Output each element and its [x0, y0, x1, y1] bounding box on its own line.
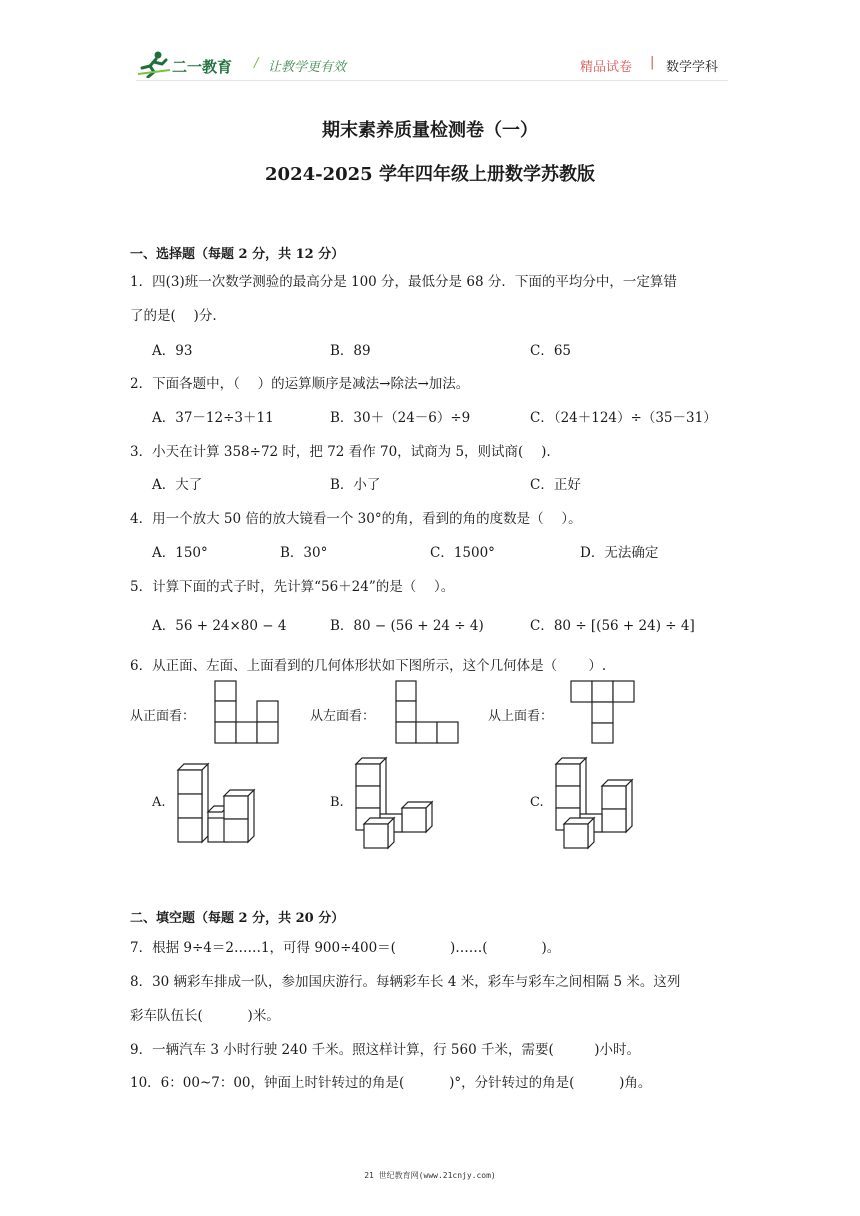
tag-subject: 数学学科	[666, 60, 719, 75]
q5-option-a-expr: 56 + 24×80 − 4	[175, 618, 287, 634]
q3-option-a[interactable]: A．大了	[152, 477, 203, 493]
q4-option-b[interactable]: B．30°	[280, 545, 328, 561]
view-left-label: 从左面看：	[310, 709, 376, 724]
q9-text: 9．一辆汽车 3 小时行驶 240 千米。照这样计算，行 560 千米，需要( )小时。	[130, 1042, 640, 1058]
q1-option-c[interactable]: C．65	[530, 343, 572, 359]
front-view-diagram	[214, 680, 280, 744]
q5-option-c-expr: 80 ÷ [(56 + 24) ÷ 4]	[553, 618, 695, 634]
q1-line2: 了的是( )分.	[130, 308, 217, 324]
q2-text: 2．下面各题中，（ ）的运算顺序是减法→除法→加法。	[130, 376, 470, 392]
q2-option-a[interactable]: A．37－12÷3＋11	[152, 410, 274, 426]
q5-option-a-label: A．	[152, 618, 176, 634]
header-rule	[136, 80, 728, 81]
q6-option-a-solid[interactable]	[172, 760, 264, 850]
slogan-slash: /	[254, 56, 259, 71]
view-top-label: 从上面看：	[488, 709, 554, 724]
q5-option-c[interactable]	[530, 614, 695, 634]
q8-line1: 8．30 辆彩车排成一队，参加国庆游行。每辆彩车长 4 米，彩车与彩车之间相隔 5 米。这列	[130, 974, 681, 990]
logo-text: 二一教育	[172, 58, 233, 76]
q5-option-c-label: C．	[530, 618, 554, 634]
slogan: 让教学更有效	[268, 60, 347, 75]
q6-option-b-solid[interactable]	[352, 754, 438, 850]
q6-option-a-label[interactable]: A.	[152, 795, 166, 810]
q5-option-b[interactable]	[330, 614, 484, 634]
q2-option-c[interactable]: C．（24＋124）÷（35－31）	[530, 410, 717, 426]
q4-option-d[interactable]: D．无法确定	[580, 545, 659, 561]
q1-option-a[interactable]: A．93	[152, 343, 193, 359]
tag-premium: 精品试卷	[580, 60, 633, 75]
q4-option-a[interactable]: A．150°	[152, 545, 208, 561]
q1-line1: 1．四(3)班一次数学测验的最高分是 100 分，最低分是 68 分．下面的平均分中，一定算错	[130, 274, 677, 290]
q6-option-c-solid[interactable]	[552, 754, 638, 850]
q5-option-b-expr: 80 − (56 + 24 ÷ 4)	[353, 618, 484, 634]
q4-text: 4．用一个放大 50 倍的放大镜看一个 30°的角，看到的角的度数是（ ）。	[130, 511, 582, 527]
view-front-label: 从正面看：	[130, 709, 196, 724]
q2-option-b[interactable]: B．30＋（24－6）÷9	[330, 410, 471, 426]
tag-divider: |	[650, 55, 655, 70]
page-title: 期末素养质量检测卷（一）	[322, 120, 538, 141]
q6-option-b-label[interactable]: B.	[330, 795, 344, 810]
runner-logo-icon	[136, 50, 172, 78]
footer-source: 21 世纪教育网(www.21cnjy.com)	[364, 1171, 496, 1180]
q4-option-c[interactable]: C．1500°	[430, 545, 495, 561]
q5-option-a[interactable]	[152, 614, 286, 634]
q5-text: 5．计算下面的式子时，先计算“56＋24”的是（ ）。	[130, 579, 455, 595]
section2-heading: 二、填空题（每题 2 分，共 20 分）	[130, 911, 345, 926]
q10-text: 10．6：00~7：00，钟面上时针转过的角是( )°，分针转过的角是( )角。	[130, 1075, 652, 1091]
header	[0, 0, 860, 90]
q6-option-c-label[interactable]: C.	[530, 795, 544, 810]
top-view-diagram	[570, 680, 636, 744]
q7-text: 7．根据 9÷4＝2……1，可得 900÷400＝( )……( )。	[130, 940, 561, 956]
page-subtitle: 2024-2025 学年四年级上册数学苏教版	[265, 164, 595, 185]
q5-option-b-label: B．	[330, 618, 354, 634]
q3-option-c[interactable]: C．正好	[530, 477, 581, 493]
q6-text: 6．从正面、左面、上面看到的几何体形状如下图所示，这个几何体是（ ）.	[130, 658, 607, 674]
q8-line2: 彩车队伍长( )米。	[130, 1008, 280, 1024]
q1-option-b[interactable]: B．89	[330, 343, 371, 359]
left-view-diagram	[395, 680, 459, 744]
q3-option-b[interactable]: B．小了	[330, 477, 381, 493]
section1-heading: 一、选择题（每题 2 分，共 12 分）	[130, 247, 345, 262]
q3-text: 3．小天在计算 358÷72 时，把 72 看作 70，试商为 5，则试商( ).	[130, 444, 551, 460]
